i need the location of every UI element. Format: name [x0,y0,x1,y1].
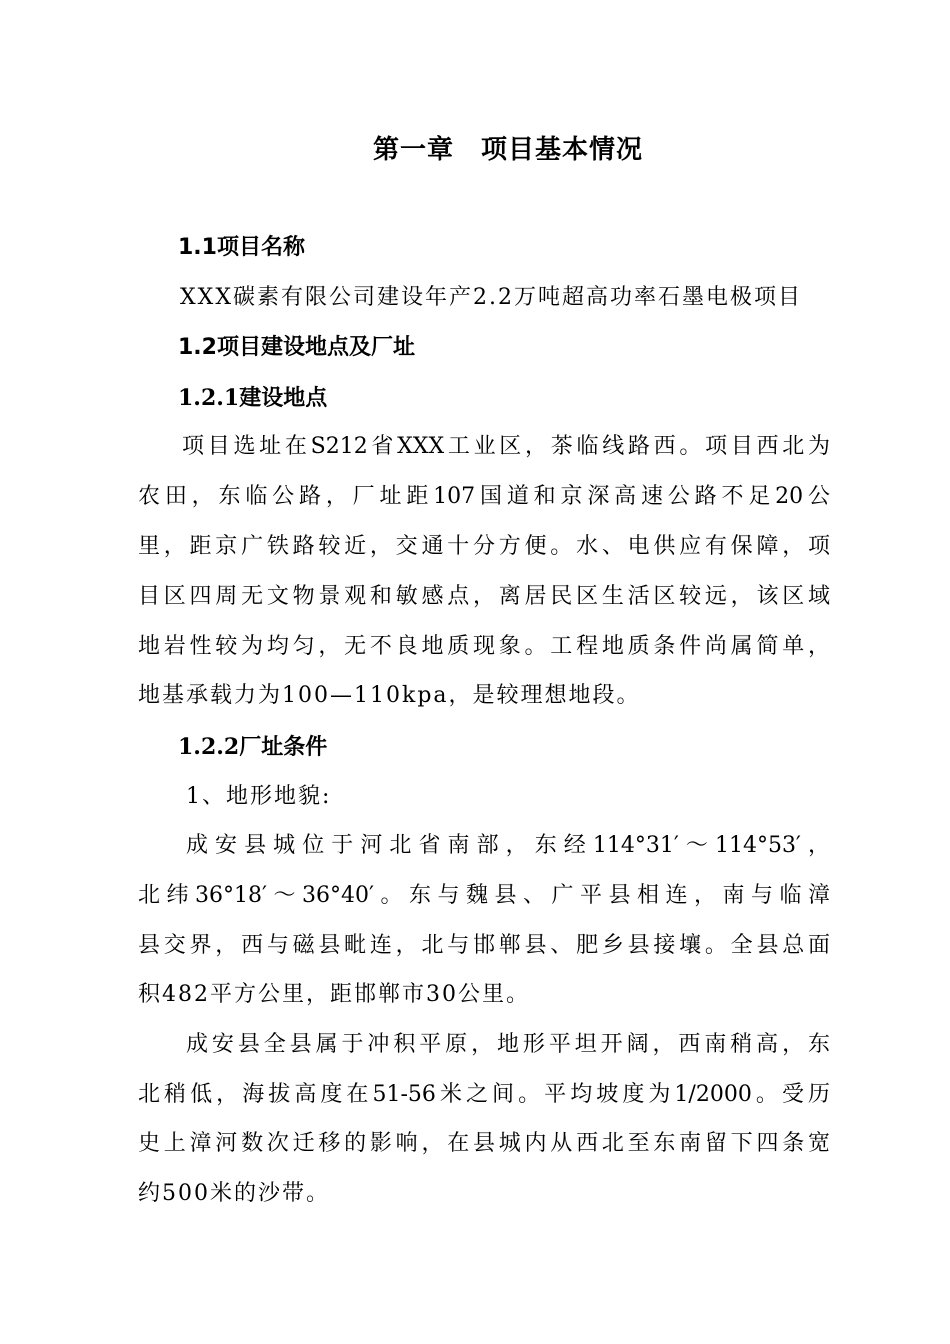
paragraph-line: 农田，东临公路，厂址距107国道和京深高速公路不足20公 [138,484,830,509]
list-item-title: 1、地形地貌: [186,784,332,809]
paragraph-line: 目区四周无文物景观和敏感点，离居民区生活区较远，该区域 [138,584,830,609]
chapter-title: 第一章 项目基本情况 [372,135,643,165]
paragraph-line: 项目选址在S212省XXX工业区，茶临线路西。项目西北为 [182,434,830,459]
paragraph-line: 成安县全县属于冲积平原，地形平坦开阔，西南稍高，东 [186,1032,830,1057]
section-heading-1-2-1: 1.2.1建设地点 [178,385,328,411]
paragraph-line: 成安县城位于河北省南部，东经114°31′～114°53′， [186,833,830,858]
paragraph-line: 地基承载力为100—110kpa，是较理想地段。 [138,683,641,708]
paragraph-line: 约500米的沙带。 [138,1181,330,1206]
paragraph-line: 积482平方公里，距邯郸市30公里。 [138,982,530,1007]
section-heading-1-1: 1.1项目名称 [178,235,305,260]
paragraph-line: 北稍低，海拔高度在51-56米之间。平均坡度为1/2000。受历 [138,1082,830,1107]
paragraph-line: 县交界，西与磁县毗连，北与邯郸县、肥乡县接壤。全县总面 [138,933,830,958]
section-heading-1-2-2: 1.2.2厂址条件 [178,734,328,760]
section-heading-1-2: 1.2项目建设地点及厂址 [178,335,415,360]
paragraph-line: 地岩性较为均匀，无不良地质现象。工程地质条件尚属简单， [138,634,830,659]
project-name-text: XXX碳素有限公司建设年产2.2万吨超高功率石墨电极项目 [180,285,802,310]
paragraph-line: 北纬36°18′～36°40′。东与魏县、广平县相连，南与临漳 [138,883,830,908]
paragraph-line: 里，距京广铁路较近，交通十分方便。水、电供应有保障，项 [138,534,830,559]
paragraph-line: 史上漳河数次迁移的影响，在县城内从西北至东南留下四条宽 [138,1131,830,1156]
